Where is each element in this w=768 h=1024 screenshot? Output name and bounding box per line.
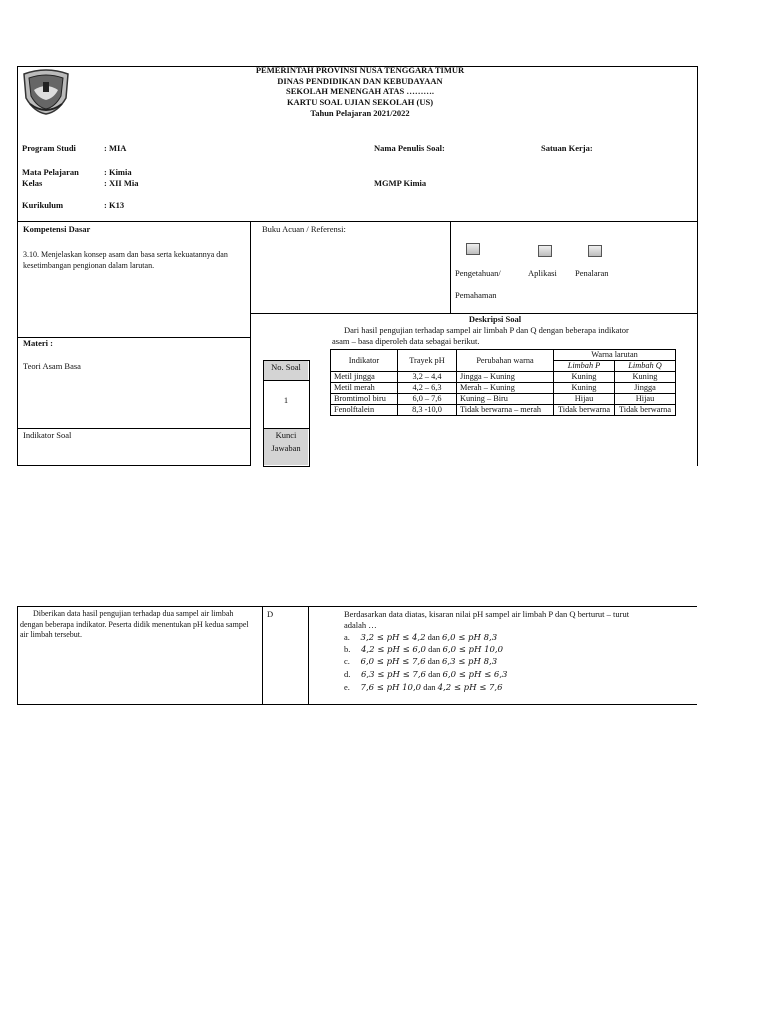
cell-perubahan: Jingga – Kuning xyxy=(457,372,554,383)
indikator-text: Diberikan data hasil pengujian terhadap dua sampel air limbah dengan beberapa indikator. Peserta didik menentukan pH kedua sampel air limbah tersebut. xyxy=(20,609,249,639)
option-letter: c. xyxy=(344,656,350,666)
cell-q: Tidak berwarna xyxy=(615,405,676,416)
indikator-title: Indikator Soal xyxy=(23,430,72,440)
kompetensi-text: 3.10. Menjelaskan konsep asam dan basa serta kekuatannya dan kesetimbangan pengionan dalam larutan. xyxy=(23,250,228,270)
option-q-range: 6,0 ≤ pH 10,0 xyxy=(442,645,504,655)
aplikasi-label: Aplikasi xyxy=(528,268,557,278)
cell-trayek: 8,3 -10,0 xyxy=(398,405,457,416)
kunci-value: D xyxy=(267,609,274,619)
option-letter: b. xyxy=(344,644,351,654)
table-row xyxy=(331,405,676,416)
pengetahuan-label: Pengetahuan/ xyxy=(455,268,501,278)
option-q-range: 4,2 ≤ pH ≤ 7,6 xyxy=(437,683,503,693)
aplikasi-checkbox[interactable] xyxy=(538,245,552,257)
cell-perubahan: Merah – Kuning xyxy=(457,383,554,394)
cell-perubahan: Kuning – Biru xyxy=(457,394,554,405)
government-logo xyxy=(20,68,72,116)
cell-indikator: Fenolftalein xyxy=(331,405,398,416)
penulis-label: Nama Penulis Soal: xyxy=(374,143,445,153)
th-trayek: Trayek pH xyxy=(398,350,457,372)
cell-indikator: Metil jingga xyxy=(331,372,398,383)
option-dan: dan xyxy=(427,656,440,666)
option-d xyxy=(344,668,507,681)
option-q-range: 6,3 ≤ pH 8,3 xyxy=(442,657,498,667)
no-soal-value: 1 xyxy=(283,395,289,405)
option-letter: a. xyxy=(344,632,350,642)
satuan-kerja-label: Satuan Kerja: xyxy=(541,143,593,153)
option-p-range: 6,0 ≤ pH ≤ 7,6 xyxy=(360,657,426,667)
pemahaman-label: Pemahaman xyxy=(455,290,497,300)
cell-indikator: Metil merah xyxy=(331,383,398,394)
table-row xyxy=(331,372,676,383)
option-q-range: 6,0 ≤ pH ≤ 6,3 xyxy=(442,670,508,680)
kelas-label: Kelas xyxy=(22,178,43,188)
program-label: Program Studi xyxy=(22,143,76,153)
th-limbah-p: Limbah P xyxy=(554,361,615,372)
option-p-range: 7,6 ≤ pH 10,0 xyxy=(360,683,422,693)
option-letter: e. xyxy=(344,682,350,692)
deskripsi-intro-1: Dari hasil pengujian terhadap sampel air limbah P dan Q dengan beberapa indikator xyxy=(344,325,629,335)
question-line-1: Berdasarkan data diatas, kisaran nilai pH sampel air limbah P dan Q berturut – turut xyxy=(344,609,630,619)
kunci-label-2: Jawaban xyxy=(271,443,301,453)
penalaran-label: Penalaran xyxy=(575,268,609,278)
header-line-2: DINAS PENDIDIKAN DAN KEBUDAYAAN xyxy=(277,76,443,86)
program-value: : MIA xyxy=(104,143,127,153)
cell-q: Jingga xyxy=(615,383,676,394)
cell-p: Kuning xyxy=(554,372,615,383)
deskripsi-intro-2: asam – basa diperoleh data sebagai berikut. xyxy=(332,336,480,346)
header-line-1: PEMERINTAH PROVINSI NUSA TENGGARA TIMUR xyxy=(255,65,465,75)
indicator-table xyxy=(330,349,676,416)
cell-trayek: 6,0 – 7,6 xyxy=(398,394,457,405)
option-dan: dan xyxy=(423,682,436,692)
cell-q: Hijau xyxy=(615,394,676,405)
option-p-range: 4,2 ≤ pH ≤ 6,0 xyxy=(361,645,426,655)
kunci-label-1: Kunci xyxy=(275,430,297,440)
buku-acuan-title: Buku Acuan / Referensi: xyxy=(262,224,346,234)
kurikulum-value: : K13 xyxy=(104,200,125,210)
kurikulum-label: Kurikulum xyxy=(22,200,64,210)
cell-perubahan: Tidak berwarna – merah xyxy=(457,405,554,416)
th-warna: Warna larutan xyxy=(554,350,676,361)
option-e xyxy=(344,681,503,694)
cell-p: Hijau xyxy=(554,394,615,405)
header-line-5: Tahun Pelajaran 2021/2022 xyxy=(310,108,410,118)
cell-q: Kuning xyxy=(615,372,676,383)
kelas-value: : XII Mia xyxy=(104,178,139,188)
cell-p: Kuning xyxy=(554,383,615,394)
option-dan: dan xyxy=(428,644,441,654)
option-dan: dan xyxy=(427,632,440,642)
option-c xyxy=(344,655,497,668)
table-row xyxy=(331,383,676,394)
option-q-range: 6,0 ≤ pH 8,3 xyxy=(442,633,498,643)
no-soal-label: No. Soal xyxy=(264,360,308,380)
materi-title: Materi : xyxy=(23,338,53,348)
option-letter: d. xyxy=(344,669,351,679)
header-line-3: SEKOLAH MENENGAH ATAS ………. xyxy=(286,86,434,96)
option-p-range: 6,3 ≤ pH ≤ 7,6 xyxy=(361,670,426,680)
th-indikator: Indikator xyxy=(331,350,398,372)
kompetensi-title: Kompetensi Dasar xyxy=(23,224,91,234)
table-row xyxy=(331,394,676,405)
cell-p: Tidak berwarna xyxy=(554,405,615,416)
mapel-label: Mata Pelajaran xyxy=(22,167,79,177)
mapel-value: : Kimia xyxy=(104,167,132,177)
cell-indikator: Bromtimol biru xyxy=(331,394,398,405)
option-p-range: 3,2 ≤ pH ≤ 4,2 xyxy=(360,633,426,643)
header-line-4: KARTU SOAL UJIAN SEKOLAH (US) xyxy=(286,97,434,107)
pengetahuan-checkbox[interactable] xyxy=(466,243,480,255)
mgmp-label: MGMP Kimia xyxy=(374,178,427,188)
th-perubahan: Perubahan warna xyxy=(457,350,554,372)
penalaran-checkbox[interactable] xyxy=(588,245,602,257)
question-line-2: adalah … xyxy=(344,620,377,630)
deskripsi-title: Deskripsi Soal xyxy=(468,314,522,324)
cell-trayek: 3,2 – 4,4 xyxy=(398,372,457,383)
cell-trayek: 4,2 – 6,3 xyxy=(398,383,457,394)
option-dan: dan xyxy=(428,669,441,679)
materi-value: Teori Asam Basa xyxy=(23,361,81,371)
th-limbah-q: Limbah Q xyxy=(615,361,676,372)
